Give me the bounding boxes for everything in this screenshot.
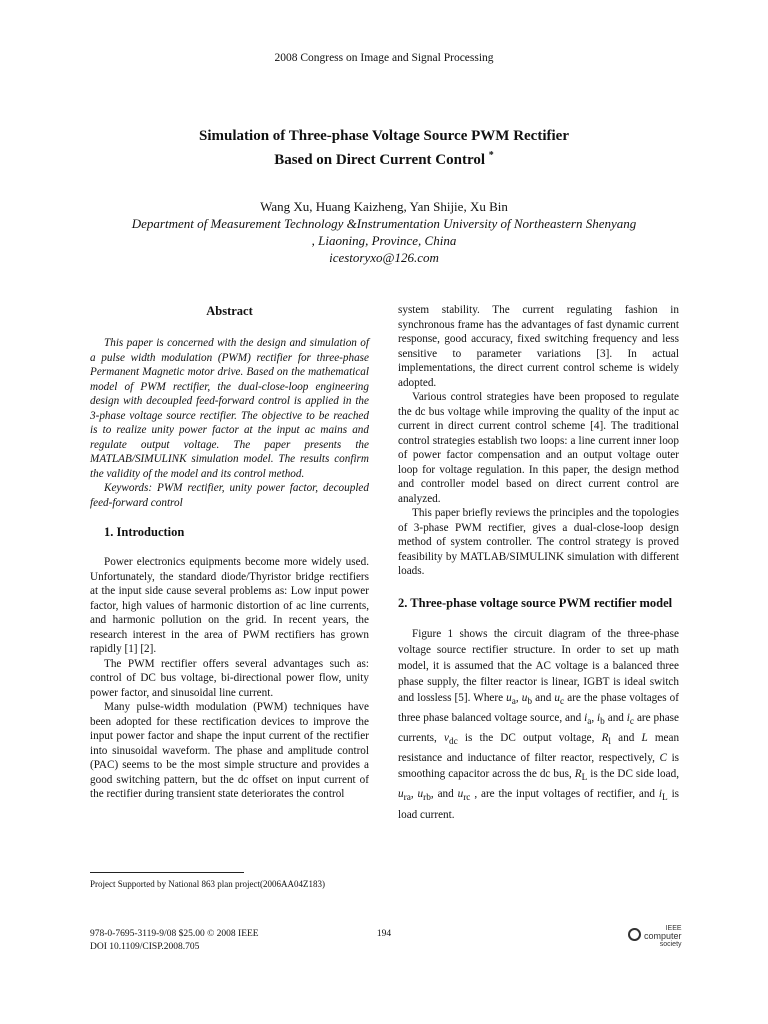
section-heading-model: 2. Three-phase voltage source PWM rectifier model [398,595,673,610]
author-block [0,198,768,266]
logo-text-computer: computer [644,931,682,941]
affiliation-line-2: , Liaoning, Province, China [311,233,457,248]
logo-text-society: society [659,941,682,948]
ieee-computer-society-logo [628,925,698,948]
right-paragraph-0: system stability. The current regulating fashion in synchronous frame has the advantages of fast dynamic current response, good accuracy, fixed switching frequency and less sensitive to parameter variations [3]. In actual implementations, the direct current control scheme is widely adopted. [398,304,679,389]
footnote: Project Supported by National 863 plan project(2006AA04Z183) [90,879,325,889]
author-email: icestoryxo@126.com [329,250,439,265]
intro-paragraph-2: The PWM rectifier offers several advantages such as: control of DC bus voltage, bi-directional power flow, unity power factor, and sinusoidal line current. [90,657,369,699]
abstract-heading: Abstract [206,304,253,318]
title-line-2: Based on Direct Current Control * [274,150,494,168]
logo-circle-icon [628,928,641,941]
right-paragraph-2: This paper briefly reviews the principles and the topologies of 3-phase PWM rectifier, gives a dual-close-loop design method of system controller. The control strategy is proved feasibility by MATLAB/SIMULINK simulation with different loads. [398,507,679,577]
affiliation-line-1: Department of Measurement Technology &Instrumentation University of Northeastern Shenyang [131,216,637,231]
abstract-text: This paper is concerned with the design and simulation of a pulse width modulation (PWM) rectifier for three-phase Permanent Magnetic motor drive. Based on the mathematical model of PWM rectifier, the dual-close-loop engineering design with decoupled feed-forward control is applied in the 3-phase voltage source rectifier. The objective to be reached is to realize unity power factor at the input ac mains and regulate output voltage. The paper presents the MATLAB/SIMULINK simulation model. The results confirm the validity of the model and its control method. [90,337,369,480]
footer-isbn: 978-0-7695-3119-9/08 $25.00 © 2008 IEEE [90,929,259,939]
title-footnote-mark: * [488,150,494,161]
page-number: 194 [376,929,392,939]
title-line-1: Simulation of Three-phase Voltage Source PWM Rectifier [199,128,569,144]
abstract-section [90,336,369,802]
right-paragraph-1: Various control strategies have been proposed to regulate the dc bus voltage while improving the quality of the input ac current in direct current control scheme [4]. The traditional control strategies establish two loops: a line current inner loop of power factor compensation and an output voltage outer loop for voltage regulation. In this paper, the design method and controller model based on direct current control are analyzed. [398,391,679,505]
conference-header: 2008 Congress on Image and Signal Processing [274,52,494,64]
footer-doi: DOI 10.1109/CISP.2008.705 [90,942,200,952]
section-heading-introduction: 1. Introduction [104,525,185,539]
intro-paragraph-3: Many pulse-width modulation (PWM) techniques have been adopted for these rectification devices to improve the input power factor and shape the input current of the rectifier into sinusoidal waveform. The phase and amplitude control (PAC) seems to be the most simple structure and provides a good switching pattern, but the dc offset on input current of the rectifier during transient state deteriorates the control [90,701,369,800]
right-column [398,303,679,823]
intro-paragraph-1: Power electronics equipments become more widely used. Unfortunately, the standard diode/Thyristor bridge rectifiers at the input side cause several problems as: Low input power factor, high values of harmonic distortion of ac line currents, and harmonic pollution on the grid. In recent years, the research interest in the area of PWM rectifiers has grown rapidly [1] [2]. [90,556,369,655]
section2-paragraph: Figure 1 shows the circuit diagram of the three-phase voltage source rectifier structure. In order to set up math model, it is assumed that the AC voltage is a balanced three phase supply, the filter reactor is linear, IGBT is ideal switch and lossless [5]. Where $u_a$, $u_b$ and $u_c$ are the phase voltages of three phase balanced voltage source, and $i_a$, $i_b$ and $i_c$ are phase currents, $v_{dc}$ is the DC output voltage, $R_l$ and L mean resistance and inductance of filter reactor, respectively, C is smoothing capacitor across the dc bus, $R_L$ is the DC side load, $u_{ra}$, $u_{rb}$, and $u_{rc}$ , are the input voltages of rectifier, and $i_L$ is load current. [398,627,680,821]
author-names: Wang Xu, Huang Kaizheng, Yan Shijie, Xu Bin [260,199,508,214]
logo-text-ieee: IEEE [665,925,682,932]
paper-title [0,126,768,170]
keywords: Keywords: PWM rectifier, unity power factor, decoupled feed-forward control [90,482,369,509]
footnote-rule [90,872,244,873]
